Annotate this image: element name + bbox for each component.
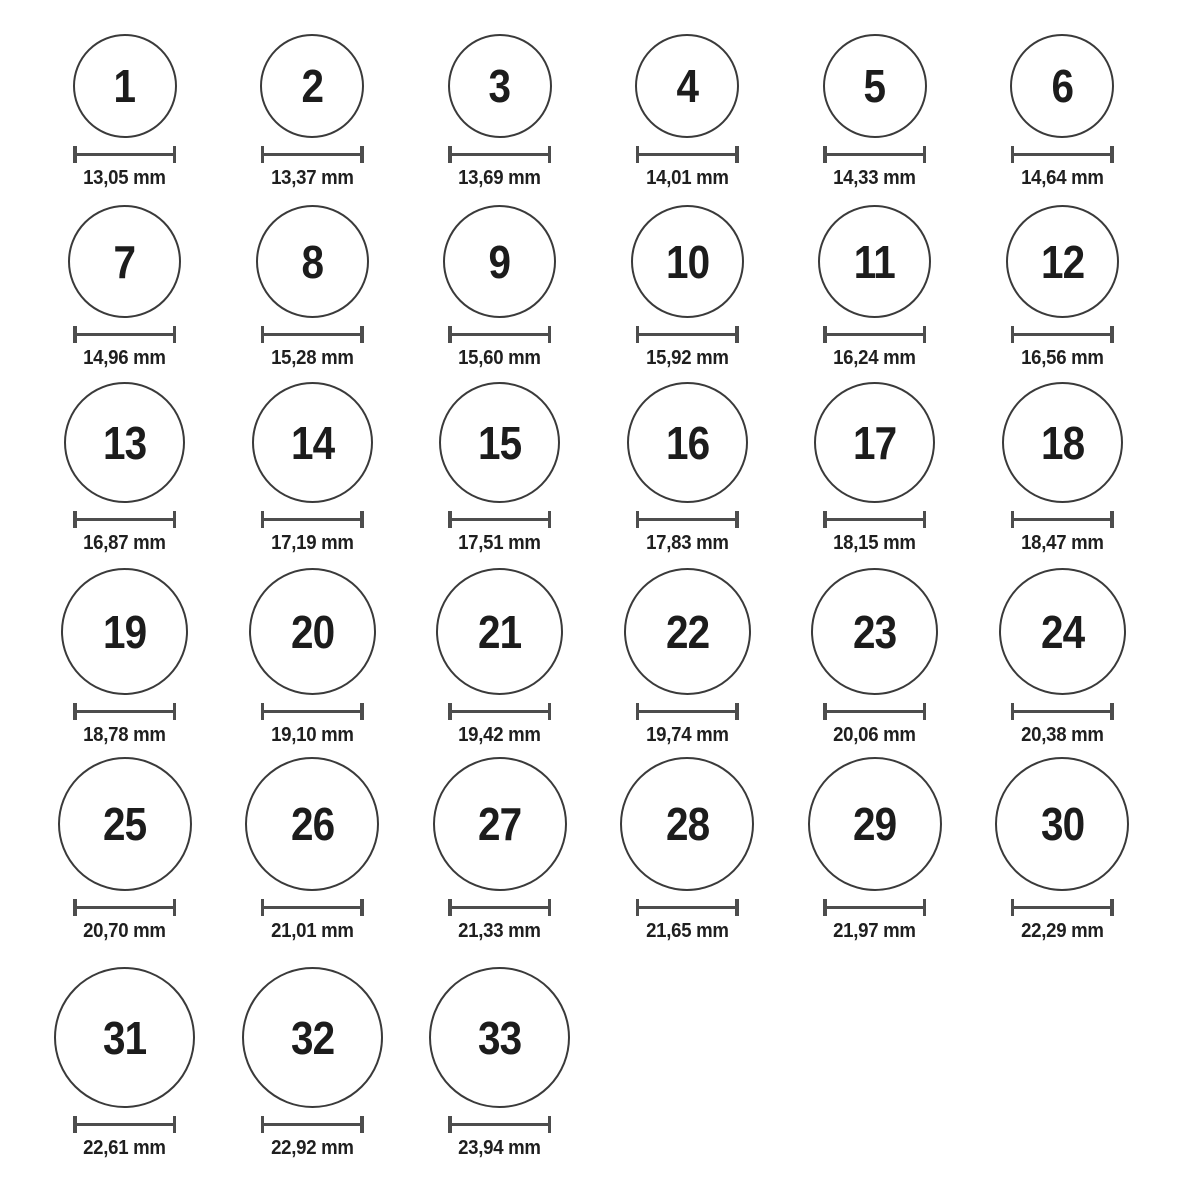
ring-size-item (31, 6, 219, 192)
ring-size-item (31, 372, 219, 557)
diameter-measure-line (448, 899, 551, 916)
measure-right-tick (360, 703, 364, 720)
ring-size-item (969, 749, 1157, 945)
ring-circle (54, 967, 195, 1108)
diameter-measure-line (73, 146, 176, 163)
measure-bar (264, 518, 360, 522)
ring-size-item (406, 192, 594, 372)
diameter-label: 21,01 mm (270, 920, 354, 942)
diameter-measure-line (823, 146, 926, 163)
diameter-measure-line (636, 703, 739, 720)
diameter-label: 22,92 mm (270, 1137, 354, 1159)
ring-size-item (969, 6, 1157, 192)
diameter-measure-line (1011, 899, 1114, 916)
ring-circle (620, 757, 754, 891)
diameter-label: 14,64 mm (1020, 167, 1104, 189)
measure-bar (77, 153, 173, 157)
ring-size-number: 17 (853, 416, 897, 469)
ring-size-item (594, 749, 782, 945)
ring-circle (242, 967, 383, 1108)
diameter-label: 14,33 mm (833, 167, 917, 189)
diameter-measure-line (448, 326, 551, 343)
diameter-label: 15,60 mm (458, 347, 542, 369)
diameter-measure-line (261, 511, 364, 528)
ring-size-item (594, 192, 782, 372)
measure-bar (264, 1123, 360, 1127)
ring-size-number: 7 (113, 235, 136, 288)
ring-size-number: 1 (113, 60, 136, 112)
ring-size-number: 12 (1040, 235, 1084, 288)
ring-size-number: 11 (854, 235, 896, 288)
ring-size-number: 24 (1040, 605, 1084, 658)
measure-right-tick (173, 1116, 177, 1133)
ring-size-number: 22 (665, 605, 709, 658)
measure-right-tick (360, 1116, 364, 1133)
ring-size-number: 25 (103, 798, 147, 850)
ring-size-item (406, 557, 594, 749)
ring-circle (635, 34, 739, 138)
ring-size-item (969, 372, 1157, 557)
ring-circle (1006, 205, 1119, 318)
diameter-measure-line (73, 899, 176, 916)
diameter-label: 22,61 mm (83, 1137, 167, 1159)
diameter-label: 20,70 mm (83, 920, 167, 942)
measure-right-tick (735, 326, 739, 343)
chart-row (31, 372, 1157, 557)
measure-bar (452, 710, 548, 714)
ring-size-item (219, 372, 407, 557)
diameter-label: 20,06 mm (833, 724, 917, 746)
ring-circle (433, 757, 567, 891)
ring-size-item (781, 749, 969, 945)
measure-bar (452, 1123, 548, 1127)
ring-size-number: 29 (853, 798, 897, 850)
ring-circle (808, 757, 942, 891)
measure-right-tick (548, 1116, 552, 1133)
measure-bar (827, 710, 923, 714)
ring-circle (999, 568, 1126, 695)
ring-circle (429, 967, 570, 1108)
diameter-measure-line (823, 511, 926, 528)
ring-size-number: 19 (103, 605, 147, 658)
ring-size-item (406, 372, 594, 557)
diameter-label: 13,37 mm (270, 167, 354, 189)
measure-right-tick (548, 899, 552, 916)
diameter-measure-line (73, 326, 176, 343)
measure-right-tick (735, 511, 739, 528)
ring-circle (818, 205, 931, 318)
ring-size-number: 5 (863, 60, 886, 112)
diameter-measure-line (823, 899, 926, 916)
diameter-measure-line (448, 511, 551, 528)
chart-row (31, 749, 1157, 945)
ring-circle (443, 205, 556, 318)
ring-size-number: 18 (1040, 416, 1084, 469)
ring-size-item (594, 372, 782, 557)
measure-right-tick (360, 899, 364, 916)
measure-bar (1014, 333, 1110, 337)
diameter-measure-line (448, 146, 551, 163)
measure-bar (77, 333, 173, 337)
ring-size-item (781, 557, 969, 749)
ring-size-item (406, 6, 594, 192)
measure-bar (639, 153, 735, 157)
measure-bar (639, 710, 735, 714)
ring-size-item (406, 945, 594, 1162)
diameter-measure-line (261, 703, 364, 720)
measure-right-tick (1110, 326, 1114, 343)
ring-circle (823, 34, 927, 138)
measure-bar (264, 333, 360, 337)
diameter-label: 16,56 mm (1020, 347, 1104, 369)
measure-right-tick (173, 899, 177, 916)
chart-row (31, 557, 1157, 749)
diameter-label: 14,01 mm (645, 167, 729, 189)
diameter-measure-line (823, 703, 926, 720)
ring-size-number: 31 (103, 1011, 147, 1064)
ring-size-item (219, 557, 407, 749)
measure-right-tick (548, 326, 552, 343)
ring-size-item (781, 192, 969, 372)
measure-bar (827, 906, 923, 910)
measure-bar (264, 906, 360, 910)
ring-circle (814, 382, 935, 503)
diameter-measure-line (1011, 146, 1114, 163)
ring-circle (1002, 382, 1123, 503)
measure-right-tick (360, 146, 364, 163)
diameter-measure-line (261, 1116, 364, 1133)
measure-bar (452, 518, 548, 522)
ring-size-item (594, 6, 782, 192)
ring-size-item (594, 557, 782, 749)
measure-bar (452, 333, 548, 337)
measure-bar (827, 518, 923, 522)
ring-size-item (406, 749, 594, 945)
ring-size-item (969, 192, 1157, 372)
ring-circle (245, 757, 379, 891)
diameter-label: 22,29 mm (1020, 920, 1104, 942)
diameter-measure-line (73, 1116, 176, 1133)
ring-circle (631, 205, 744, 318)
measure-bar (1014, 153, 1110, 157)
ring-size-item (219, 192, 407, 372)
measure-right-tick (923, 703, 927, 720)
measure-bar (639, 906, 735, 910)
diameter-label: 18,15 mm (833, 532, 917, 554)
ring-size-number: 2 (301, 60, 324, 112)
measure-bar (1014, 710, 1110, 714)
ring-size-number: 20 (290, 605, 334, 658)
measure-right-tick (735, 899, 739, 916)
diameter-label: 17,51 mm (458, 532, 542, 554)
measure-right-tick (1110, 703, 1114, 720)
ring-circle (256, 205, 369, 318)
ring-circle (436, 568, 563, 695)
diameter-measure-line (448, 703, 551, 720)
chart-row (31, 945, 1157, 1162)
measure-bar (1014, 518, 1110, 522)
diameter-measure-line (261, 899, 364, 916)
ring-size-item (219, 749, 407, 945)
ring-circle (73, 34, 177, 138)
measure-right-tick (735, 146, 739, 163)
measure-right-tick (548, 511, 552, 528)
measure-bar (827, 333, 923, 337)
ring-size-number: 8 (301, 235, 324, 288)
ring-circle (627, 382, 748, 503)
measure-right-tick (1110, 511, 1114, 528)
measure-right-tick (173, 511, 177, 528)
ring-size-item (31, 557, 219, 749)
diameter-measure-line (73, 703, 176, 720)
ring-size-number: 26 (290, 798, 334, 850)
ring-size-item (781, 6, 969, 192)
ring-size-number: 10 (665, 235, 709, 288)
ring-circle (252, 382, 373, 503)
measure-right-tick (173, 703, 177, 720)
diameter-label: 21,65 mm (645, 920, 729, 942)
measure-bar (452, 153, 548, 157)
diameter-measure-line (1011, 511, 1114, 528)
ring-size-number: 32 (290, 1011, 334, 1064)
diameter-label: 15,92 mm (645, 347, 729, 369)
ring-circle (61, 568, 188, 695)
ring-circle (448, 34, 552, 138)
diameter-measure-line (636, 899, 739, 916)
diameter-measure-line (261, 146, 364, 163)
diameter-measure-line (636, 326, 739, 343)
measure-bar (77, 906, 173, 910)
measure-bar (77, 518, 173, 522)
ring-circle (811, 568, 938, 695)
measure-right-tick (735, 703, 739, 720)
ring-circle (995, 757, 1129, 891)
chart-row (31, 6, 1157, 192)
diameter-label: 14,96 mm (83, 347, 167, 369)
ring-size-number: 9 (488, 235, 511, 288)
ring-circle (58, 757, 192, 891)
diameter-label: 19,74 mm (645, 724, 729, 746)
ring-size-number: 33 (478, 1011, 522, 1064)
ring-circle (260, 34, 364, 138)
measure-right-tick (548, 146, 552, 163)
ring-size-item (31, 945, 219, 1162)
diameter-label: 21,33 mm (458, 920, 542, 942)
diameter-label: 16,87 mm (83, 532, 167, 554)
ring-size-item (31, 192, 219, 372)
ring-size-number: 27 (478, 798, 522, 850)
measure-right-tick (1110, 899, 1114, 916)
diameter-measure-line (1011, 326, 1114, 343)
measure-bar (77, 1123, 173, 1127)
diameter-measure-line (823, 326, 926, 343)
ring-circle (64, 382, 185, 503)
ring-size-item (219, 6, 407, 192)
ring-size-number: 13 (103, 416, 147, 469)
measure-right-tick (923, 146, 927, 163)
ring-size-item (31, 749, 219, 945)
diameter-label: 18,47 mm (1020, 532, 1104, 554)
ring-circle (249, 568, 376, 695)
measure-bar (639, 518, 735, 522)
measure-right-tick (173, 146, 177, 163)
diameter-label: 13,69 mm (458, 167, 542, 189)
diameter-label: 15,28 mm (270, 347, 354, 369)
measure-bar (264, 153, 360, 157)
chart-row (31, 192, 1157, 372)
ring-size-item (969, 557, 1157, 749)
measure-bar (639, 333, 735, 337)
measure-right-tick (360, 326, 364, 343)
diameter-measure-line (1011, 703, 1114, 720)
diameter-label: 19,42 mm (458, 724, 542, 746)
ring-size-number: 14 (290, 416, 334, 469)
ring-circle (1010, 34, 1114, 138)
ring-size-number: 28 (665, 798, 709, 850)
measure-right-tick (360, 511, 364, 528)
ring-size-number: 4 (676, 60, 699, 112)
ring-size-chart (31, 0, 1157, 1162)
ring-size-number: 30 (1040, 798, 1084, 850)
ring-size-number: 23 (853, 605, 897, 658)
measure-right-tick (1110, 146, 1114, 163)
measure-bar (77, 710, 173, 714)
diameter-measure-line (636, 146, 739, 163)
measure-bar (1014, 906, 1110, 910)
measure-right-tick (173, 326, 177, 343)
diameter-label: 17,83 mm (645, 532, 729, 554)
ring-size-number: 6 (1051, 60, 1074, 112)
measure-right-tick (923, 511, 927, 528)
measure-right-tick (923, 899, 927, 916)
ring-circle (68, 205, 181, 318)
ring-size-number: 3 (488, 60, 511, 112)
diameter-measure-line (448, 1116, 551, 1133)
diameter-label: 19,10 mm (270, 724, 354, 746)
diameter-label: 17,19 mm (270, 532, 354, 554)
diameter-label: 18,78 mm (83, 724, 167, 746)
ring-circle (624, 568, 751, 695)
ring-size-item (219, 945, 407, 1162)
diameter-label: 21,97 mm (833, 920, 917, 942)
measure-right-tick (548, 703, 552, 720)
ring-size-number: 16 (665, 416, 709, 469)
measure-bar (452, 906, 548, 910)
measure-bar (827, 153, 923, 157)
diameter-measure-line (73, 511, 176, 528)
measure-bar (264, 710, 360, 714)
diameter-measure-line (636, 511, 739, 528)
diameter-measure-line (261, 326, 364, 343)
ring-size-number: 15 (478, 416, 522, 469)
ring-circle (439, 382, 560, 503)
measure-right-tick (923, 326, 927, 343)
diameter-label: 13,05 mm (83, 167, 167, 189)
ring-size-number: 21 (478, 605, 522, 658)
ring-size-item (781, 372, 969, 557)
diameter-label: 20,38 mm (1020, 724, 1104, 746)
diameter-label: 23,94 mm (458, 1137, 542, 1159)
diameter-label: 16,24 mm (833, 347, 917, 369)
